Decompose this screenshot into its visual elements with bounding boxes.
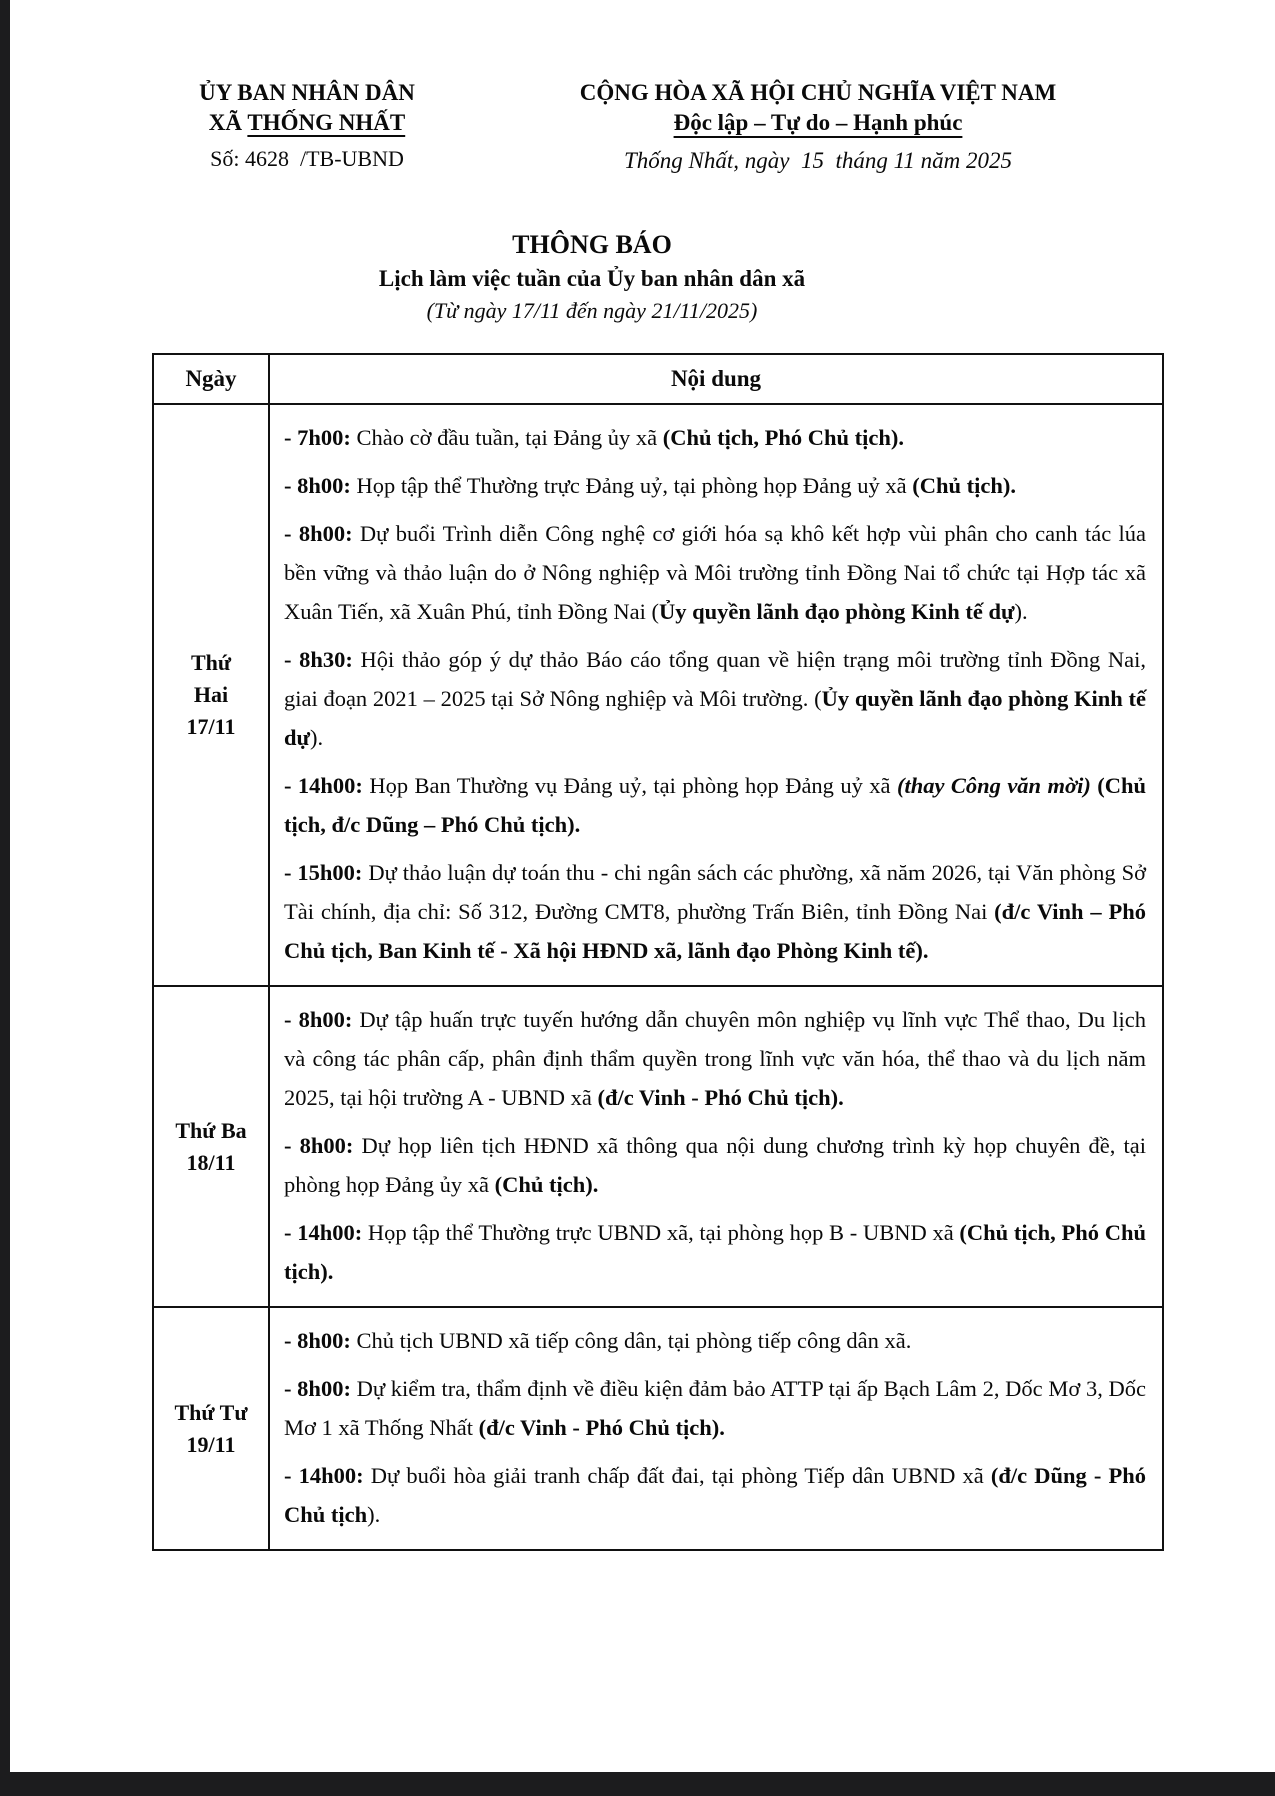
schedule-item [284, 1369, 1146, 1447]
content-cell [269, 404, 1163, 986]
schedule-item [284, 853, 1146, 970]
text-run: Ủy quyền lãnh đạo phòng Kinh tế dự [284, 686, 1146, 750]
day-line: Hai [193, 682, 229, 707]
schedule-item [284, 1456, 1146, 1534]
schedule-item [284, 514, 1146, 631]
content-cell [269, 986, 1163, 1307]
time-label: - 15h00: [284, 860, 363, 885]
day-cell [153, 1307, 269, 1550]
document-header [152, 78, 1164, 176]
schedule-item [284, 1213, 1146, 1291]
schedule-item [284, 766, 1146, 844]
title-block [152, 228, 1032, 327]
text-run: Dự buổi Trình diễn Công nghệ cơ giới hóa sạ khô kết hợp vùi phân cho canh tác lúa bền vững và thảo luận do ở Nông nghiệp và Môi trường tỉnh Đồng Nai tổ chức tại Hợp tác xã Xuân Tiến, xã Xuân Phú, tỉnh Đồng Nai ( [284, 521, 1147, 624]
day-line: Thứ [190, 650, 232, 675]
scan-bottom-edge [0, 1772, 1275, 1796]
schedule-item [284, 1321, 1146, 1360]
day-line: 17/11 [186, 714, 236, 739]
national-block [462, 78, 1164, 176]
document-period: (Từ ngày 17/11 đến ngày 21/11/2025) [426, 298, 758, 323]
column-header-content: Nội dung [269, 354, 1163, 404]
schedule-item [284, 466, 1146, 505]
text-run: (đ/c Vinh - Phó Chủ tịch). [597, 1085, 844, 1110]
issuer-commune-prefix: XÃ [208, 110, 243, 135]
schedule-item [284, 1000, 1146, 1117]
text-run: Chủ tịch UBND xã tiếp công dân, tại phòng tiếp công dân xã. [350, 1328, 912, 1353]
text-run: ). [367, 1502, 381, 1527]
text-run: (Chủ tịch, Phó Chủ tịch). [662, 425, 904, 450]
document-dateline: Thống Nhất, ngày 15 tháng 11 năm 2025 [623, 148, 1013, 173]
schedule-item [284, 1126, 1146, 1204]
schedule-table [152, 353, 1164, 1551]
day-line: Thứ Tư [174, 1399, 248, 1425]
column-header-day: Ngày [153, 354, 269, 404]
text-run: ). [1014, 599, 1028, 624]
day-cell [153, 986, 269, 1307]
text-run: Dự kiểm tra, thẩm định về điều kiện đảm bảo ATTP tại ấp Bạch Lâm 2, Dốc Mơ 3, Dốc Mơ 1 xã Thống Nhất [284, 1376, 1146, 1440]
table-header-row [153, 354, 1163, 404]
issuer-commune-line [152, 108, 462, 138]
text-run: (thay Công văn mời) [896, 773, 1091, 798]
document-heading: THÔNG BÁO [512, 230, 672, 259]
text-run: (Chủ tịch). [494, 1172, 599, 1197]
content-cell [269, 1307, 1163, 1550]
day-cell [153, 404, 269, 986]
document-subheading: Lịch làm việc tuần của Ủy ban nhân dân xã [378, 266, 806, 291]
time-label: - 14h00: [284, 773, 363, 798]
time-label: - 7h00: [284, 425, 351, 450]
table-row [153, 1307, 1163, 1550]
document-number: Số: 4628 /TB-UBND [210, 146, 404, 171]
text-run: Họp Ban Thường vụ Đảng uỷ, tại phòng họp Đảng uỷ xã [362, 773, 897, 798]
issuer-org-name: ỦY BAN NHÂN DÂN [199, 80, 415, 105]
text-run: ). [310, 725, 324, 750]
text-run: (Chủ tịch, đ/c Dũng – Phó Chủ tịch). [284, 773, 1147, 837]
day-line: 18/11 [186, 1149, 236, 1175]
table-row [153, 986, 1163, 1307]
text-run: (Chủ tịch, Phó Chủ tịch). [284, 1220, 1146, 1284]
text-run: (đ/c Dũng - Phó Chủ tịch [284, 1463, 1146, 1527]
time-label: - 8h00: [284, 1133, 354, 1158]
text-run: Dự họp liên tịch HĐND xã thông qua nội dung chương trình kỳ họp chuyên đề, tại phòng họp Đảng ủy xã [284, 1133, 1146, 1197]
text-run: (đ/c Vinh - Phó Chủ tịch). [478, 1415, 725, 1440]
schedule-item [284, 418, 1146, 457]
text-run: Dự tập huấn trực tuyến hướng dẫn chuyên môn nghiệp vụ lĩnh vực Thể thao, Du lịch và công tác phân cấp, phân định thẩm quyền trong lĩnh vực văn hóa, thể thao và du lịch năm 2025, tại hội trường A - UBND xã [284, 1007, 1147, 1110]
time-label: - 8h30: [284, 647, 353, 672]
time-label: - 8h00: [284, 1376, 351, 1401]
time-label: - 14h00: [284, 1463, 364, 1488]
time-label: - 8h00: [284, 473, 351, 498]
text-run: Họp tập thể Thường trực UBND xã, tại phòng họp B - UBND xã [362, 1220, 960, 1245]
text-run: Dự thảo luận dự toán thu - chi ngân sách các phường, xã năm 2026, tại Văn phòng Sở Tài chính, địa chỉ: Số 312, Đường CMT8, phường Trấn Biên, tỉnh Đồng Nai [284, 860, 1146, 924]
text-run: Chào cờ đầu tuần, tại Đảng ủy xã [350, 425, 663, 450]
time-label: - 8h00: [284, 1007, 353, 1032]
national-title: CỘNG HÒA XÃ HỘI CHỦ NGHĨA VIỆT NAM [579, 80, 1057, 105]
day-line: 19/11 [186, 1431, 236, 1457]
text-run: Dự buổi hòa giải tranh chấp đất đai, tại phòng Tiếp dân UBND xã [363, 1463, 991, 1488]
schedule-tbody [153, 404, 1163, 1550]
text-run: Họp tập thể Thường trực Đảng uỷ, tại phòng họp Đảng uỷ xã [350, 473, 913, 498]
schedule-item [284, 640, 1146, 757]
time-label: - 14h00: [284, 1220, 363, 1245]
day-line: Thứ Ba [175, 1117, 247, 1143]
text-run: Hội thảo góp ý dự thảo Báo cáo tổng quan về hiện trạng môi trường tỉnh Đồng Nai, giai đoạn 2021 – 2025 tại Sở Nông nghiệp và Môi trường. ( [284, 647, 1146, 711]
national-motto: Độc lập – Tự do – Hạnh phúc [673, 110, 963, 135]
issuer-commune-name: THỐNG NHẤT [247, 110, 406, 135]
text-run: Ủy quyền lãnh đạo phòng Kinh tế dự [659, 599, 1015, 624]
text-run: (đ/c Vinh – Phó Chủ tịch, Ban Kinh tế - Xã hội HĐND xã, lãnh đạo Phòng Kinh tế). [284, 899, 1146, 963]
text-run: (Chủ tịch). [912, 473, 1017, 498]
time-label: - 8h00: [284, 1328, 351, 1353]
time-label: - 8h00: [284, 521, 353, 546]
table-row [153, 404, 1163, 986]
issuer-block [152, 78, 462, 174]
